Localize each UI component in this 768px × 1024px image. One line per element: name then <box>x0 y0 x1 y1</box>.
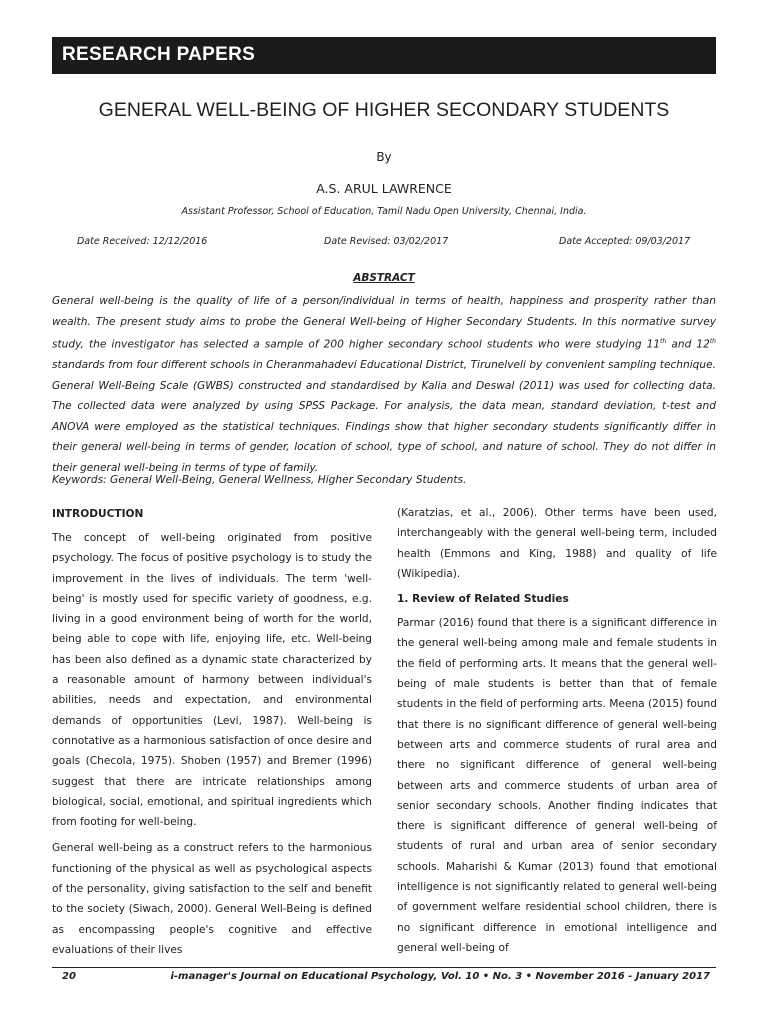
date-accepted: Date Accepted: 09/03/2017 <box>559 236 691 247</box>
section-label: RESEARCH PAPERS <box>62 44 256 65</box>
abstract-part1: General well-being is the quality of life of a person/individual in terms of health, happiness and prosperity rather than wealth. The present study aims to probe the General Well-being of Higher Secondary Students. In this normative survey study, the investigator has selected a sample of 200 higher secondary school students who were studying 11 <box>52 295 716 351</box>
journal-citation: i-manager's Journal on Educational Psychology, Vol. 10 • No. 3 • November 2016 - January 2017 <box>170 971 710 982</box>
review-heading: 1. Review of Related Studies <box>397 593 569 606</box>
abstract-part3: standards from four different schools in Cheranmahadevi Educational District, Tirunelveli by convenient sampling technique. General Well-Being Scale (GWBS) constructed and standardised by Kalia and Deswal (2011) was used for collecting data. The collected data were analyzed by using SPSS Package. For analysis, the data mean, standard deviation, t-test and ANOVA were employed as the statistical techniques. Findings show that higher secondary students significantly differ in their general well-being in terms of gender, location of school, type of school, and nature of school. They do not differ in their general well-being in terms of type of family. <box>52 359 716 474</box>
abstract-text <box>52 291 716 478</box>
author-name: A.S. ARUL LAWRENCE <box>316 181 452 196</box>
intro-paragraph-2: General well-being as a construct refers to the harmonious functioning of the physical as well as psychological aspects of the personality, giving satisfaction to the self and benefit to the society (Siwach, 2000). General Well-Being is defined as encompassing people's cognitive and effective evaluations of their lives <box>52 842 372 956</box>
introduction-heading: INTRODUCTION <box>52 508 144 520</box>
author-affiliation: Assistant Professor, School of Education, Tamil Nadu Open University, Chennai, India. <box>181 206 587 217</box>
date-received: Date Received: 12/12/2016 <box>77 236 208 247</box>
abstract-sup1: th <box>660 338 667 345</box>
right-column <box>397 503 717 964</box>
by-line: By <box>376 150 392 164</box>
abstract-heading: ABSTRACT <box>353 272 415 284</box>
left-column <box>52 505 372 966</box>
keywords: Keywords: General Well-Being, General Wellness, Higher Secondary Students. <box>52 474 467 486</box>
abstract-part2: and 12 <box>666 338 710 351</box>
date-revised: Date Revised: 03/02/2017 <box>324 236 449 247</box>
page-number: 20 <box>62 971 76 982</box>
abstract-sup2: th <box>709 338 716 345</box>
footer-rule <box>52 967 716 968</box>
right-paragraph-1: (Karatzias, et al., 2006). Other terms have been used, interchangeably with the general well-being term, included health (Emmons and King, 1988) and quality of life (Wikipedia). <box>397 507 717 580</box>
paper-title: GENERAL WELL-BEING OF HIGHER SECONDARY STUDENTS <box>98 99 670 121</box>
intro-paragraph-1: The concept of well-being originated from positive psychology. The focus of positive psychology is to study the improvement in the lives of individuals. The term 'well-being' is mostly used for specific variety of goodness, e.g. living in a good environment being of worth for the world, being able to cope with life, enjoying life, etc. Well-being has been also defined as a dynamic state characterized by a reasonable amount of harmony between individual's abilities, needs and expectation, and environmental demands of opportunities (Levi, 1987). Well-being is connotative as a harmonious satisfaction of once desire and goals (Checola, 1975). Shoben (1957) and Bremer (1996) suggest that there are intricate relationships among biological, social, emotional, and spiritual ingredients which from footing for well-being. <box>52 532 372 829</box>
section-banner <box>52 37 716 74</box>
right-paragraph-2: Parmar (2016) found that there is a significant difference in the general well-being among male and female students in the field of performing arts. It means that the general well-being of male students is better than that of female students in the field of performing arts. Meena (2015) found that there is no significant difference of general well-being between arts and commerce students of rural area and there no significant difference of general well-being between arts and commerce students of urban area of senior secondary schools. Another finding indicates that there is significant difference of general well-being of students of rural and urban area of senior secondary schools. Maharishi & Kumar (2013) found that emotional intelligence is not significantly related to general well-being of government welfare residential school children, there is no significant difference in emotional intelligence and general well-being of <box>397 617 717 954</box>
